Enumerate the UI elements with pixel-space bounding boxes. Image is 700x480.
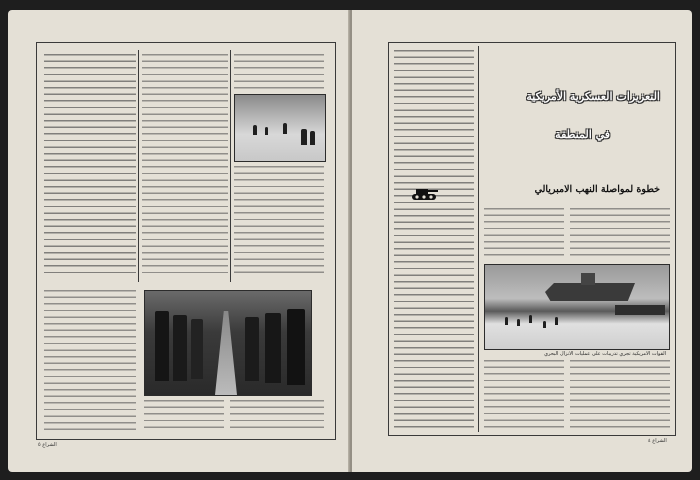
text-column-bottom-center [144,400,224,430]
article-title-line1: التعزيزات العسكرية الأمريكية [526,90,660,103]
article-title-block [444,46,670,146]
right-page-folio: الشراع ٤ [648,438,667,444]
article-title-line2: في المنطقة [555,128,610,141]
photo-naval-landing [484,264,670,350]
left-page [8,10,350,472]
photo-soldiers-formation [144,290,312,396]
bottom-text-right [570,360,670,430]
text-column-center [142,54,228,276]
article-subtitle: خطوة لمواصلة النهب الامبريالي [534,184,660,195]
magazine-spread [8,10,692,472]
text-column-left [44,54,136,276]
text-column-top-right [234,54,324,90]
intro-text-left [484,208,564,256]
photo-soldiers-in-snow [234,94,326,162]
photo-caption: القوات الامريكية تجري تدريبات على عمليات الانزال البحري [544,351,666,357]
tank-icon [410,186,440,202]
right-page [352,10,692,472]
bottom-text-left [484,360,564,430]
text-column-bottom-right [230,400,324,430]
text-column-bottom-left [44,290,136,430]
text-column-mid-right [234,166,324,276]
left-page-folio: الشراع ٥ [38,442,57,448]
intro-text-right [570,208,670,256]
